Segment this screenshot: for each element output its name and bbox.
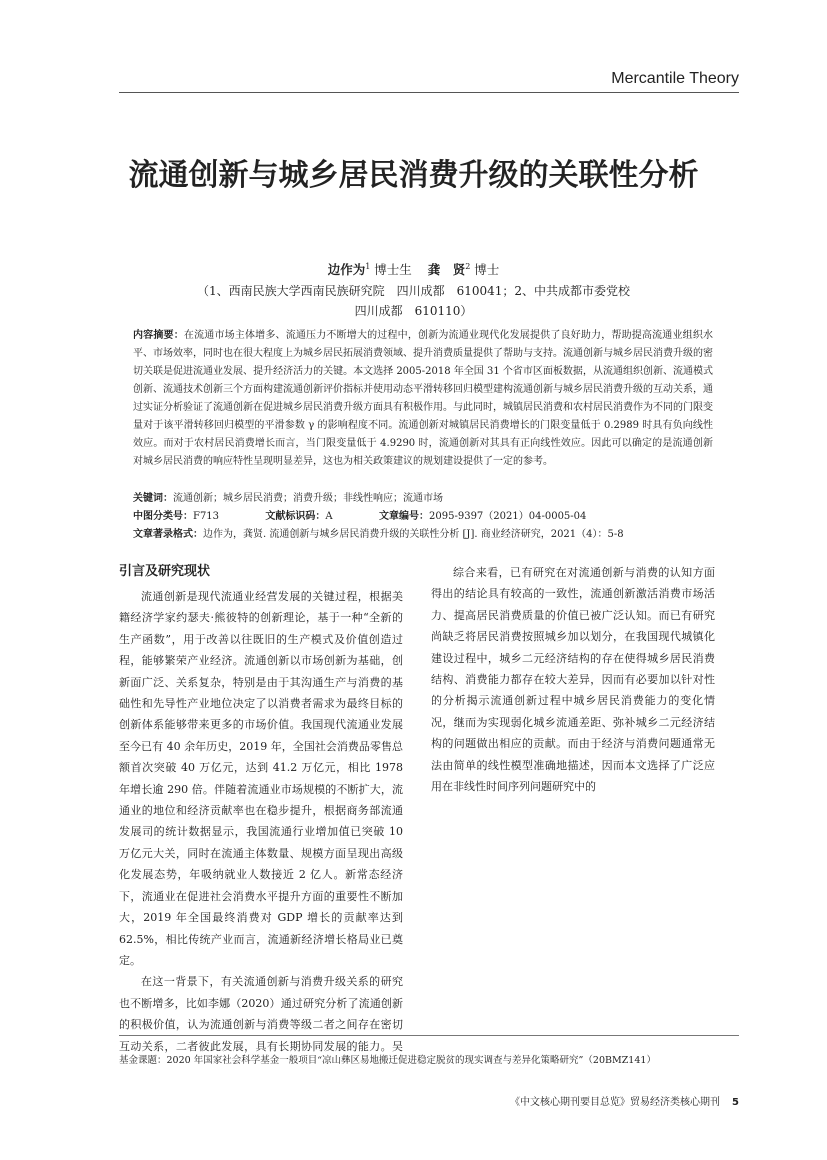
footer-journal: 《中文核心期刊要目总览》贸易经济类核心期刊: [510, 1097, 721, 1108]
abstract-text: 在流通市场主体增多、流通压力不断增大的过程中，创新为流通业现代化发展提供了良好助力，帮助提高流通业组织水平、市场效率，同时也在很大程度上为城乡居民拓展消费领域、提升消费质量提供了帮助与支持。流通创新与城乡居民消费升级的密切关联是促进流通业发展、提升经济活力的关键。本文选择 2005-2018 年全国 31 个省市区面板数据，从流通组织创新、流通模式创新、流通技术创新三个方面构建流通创新评价指标并使用动态平滑转移回归模型建构流通创新与城乡居民消费升级的互动关系，通过实证分析验证了流通创新在促进城乡居民消费升级方面具有积极作用。与此同时，城镇居民消费和农村居民消费作为不同的门限变量对于该平滑转移回归模型的平滑参数 γ 的影响程度不同。流通创新对城镇居民消费增长的门限变量低于 0.2989 时具有负向线性效应。而对于农村居民消费增长而言，当门限变量低于 4.9290 时，流通创新对其具有正向线性效应。因此可以确定的是流通创新对城乡居民消费的响应特性呈现明显差异，这也为相关政策建议的规划建设提供了一定的参考。: [133, 330, 714, 467]
author-1-sup: 1: [365, 261, 371, 271]
citation-text: 边作为，龚贤. 流通创新与城乡居民消费升级的关联性分析 [J]. 商业经济研究，2021（4）：5-8: [203, 529, 624, 540]
fund-note: 基金课题：2020 年国家社会科学基金一般项目“凉山彝区易地搬迁促进稳定脱贫的现实调查与差异化策略研究”（20BMZ141）: [119, 1055, 656, 1066]
citation-label: 文章著录格式：: [133, 529, 203, 540]
classification: [133, 508, 713, 526]
keywords-label: 关键词：: [133, 493, 173, 504]
article-number-label: 文章编号：: [379, 511, 430, 522]
author-2-title: 博士: [474, 262, 500, 277]
footnote-rule: [119, 1035, 739, 1036]
article-number-value: 2095-9397（2021）04-0005-04: [429, 511, 587, 522]
affiliation-line-2: 四川成都 610110）: [354, 304, 473, 318]
paragraph-3: 综合来看，已有研究在对流通创新与消费的认知方面得出的结论具有较高的一致性，流通创新激活消费市场活力、提高居民消费质量的价值已被广泛认知。而已有研究尚缺乏将居民消费按照城乡加以划分，在我国现代城镇化建设过程中，城乡二元经济结构的存在使得城乡居民消费结构、消费能力都存在较大差异，因而有必要加以针对性的分析揭示流通创新过程中城乡居民消费能力的变化情况，继而为实现弱化城乡流通差距、弥补城乡二元经济结构的问题做出相应的贡献。而由于经济与消费问题通常无法由简单的线性模型准确地描述，因而本文选择了广泛应用在非线性时间序列问题研究中的: [431, 566, 715, 794]
header-rule: [119, 92, 739, 93]
paragraph-1: 流通创新是现代流通业经营发展的关键过程，根据美籍经济学家约瑟夫·熊彼特的创新理论，基于一种“全新的生产函数”，用于改善以往既旧的生产模式及价值创造过程，能够繁荣产业经济。流通创新以市场创新为基础，创新面广泛、关系复杂，特别是由于其沟通生产与消费的基础性和先导性产业地位决定了以消费者需求为最终目标的创新体系能够带来更多的市场价值。我国现代流通业发展至今已有 40 余年历史，2019 年，全国社会消费品零售总额首次突破 40 万亿元，达到 41.2 万亿元，相比 1978 年增长逾 290 倍。伴随着流通业市场规模的不断扩大，流通业的地位和经济贡献率也在稳步提升，根据商务部流通发展司的统计数据显示，我国流通行业增加值已突破 10 万亿元大关，同时在流通主体数量、规模方面呈现出高级化发展态势，年吸纳就业人数接近 2 亿人。新常态经济下，流通业在促进社会消费水平提升方面的重要性不断加大，2019 年全国最终消费对 GDP 增长的贡献率达到 62.5%，相比传统产业而言，流通新经济增长格局业已奠定。: [119, 590, 403, 967]
body-column-right: [431, 562, 715, 1028]
doc-code-value: A: [325, 511, 333, 522]
citation: [133, 526, 713, 544]
abstract: [133, 327, 713, 471]
section-heading: 引言及研究现状: [119, 564, 211, 579]
page-number: 5: [732, 1097, 739, 1108]
author-2-name: 龚 贤: [427, 262, 466, 277]
clc-label: 中图分类号：: [133, 511, 193, 522]
affiliation-line-1: （1、西南民族大学西南民族研究院 四川成都 610041；2、中共成都市委党校: [196, 284, 631, 298]
body-column-left: [119, 562, 403, 1057]
abstract-label: 内容摘要：: [133, 330, 184, 341]
author-1-title: 博士生: [374, 262, 412, 277]
page-footer: [510, 1093, 739, 1108]
journal-name: Mercantile Theory: [611, 70, 739, 87]
author-2-sup: 2: [465, 261, 471, 271]
authors-line: [0, 260, 827, 278]
clc-value: F713: [193, 511, 220, 522]
author-1-name: 边作为: [327, 262, 366, 277]
affiliation: [0, 281, 827, 321]
paragraph-2: 在这一背景下，有关流通创新与消费升级关系的研究也不断增多，比如李娜（2020）通过研究分析了流通创新的积极价值，认为流通创新与消费等级二者之间存在密切互动关系，二者彼此发展，具有长期协同发展的能力。吴: [119, 975, 403, 1053]
doc-code-label: 文献标识码：: [265, 511, 326, 522]
keywords-text: 流通创新；城乡居民消费；消费升级；非线性响应；流通市场: [173, 493, 443, 504]
keywords: [133, 490, 713, 508]
article-title: 流通创新与城乡居民消费升级的关联性分析: [128, 158, 699, 193]
